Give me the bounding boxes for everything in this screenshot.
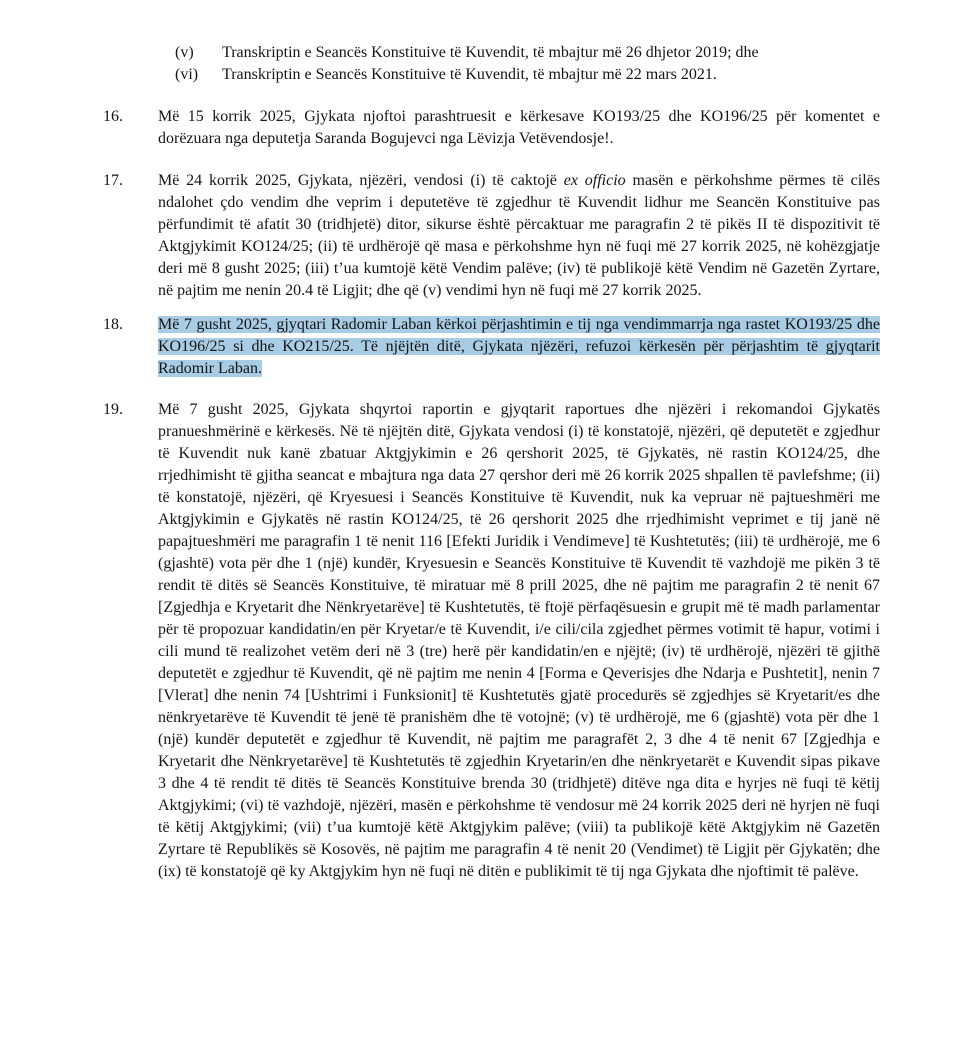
paragraph-number: 19. (103, 401, 123, 418)
paragraph-number: 18. (103, 316, 123, 333)
paragraph-text (158, 314, 880, 380)
paragraph-number: 17. (103, 172, 123, 189)
paragraph-text: Më 15 korrik 2025, Gjykata njoftoi parashtruesit e kërkesave KO193/25 dhe KO196/25 për komentet e dorëzuara nga deputetja Saranda Bogujevci nga Lëvizja Vetëvendosje!. (158, 108, 880, 147)
italic-latin-phrase: ex officio (563, 172, 626, 189)
transcript-sublist (175, 42, 885, 86)
paragraph-19 (103, 399, 980, 883)
paragraph-16 (103, 106, 980, 150)
paragraph-text: Më 7 gusht 2025, Gjykata shqyrtoi raportin e gjyqtarit raportues dhe njëzëri i rekomandoi Gjykatës pranueshmërinë e kërkesës. Në të njëjtën ditë, Gjykata vendosi (i) të konstatojë, njëzëri, që deputetët e zgjedhur të Kuvendit nuk kanë zbatuar Aktgjykimin e 26 qershorit 2025, të Gjykatës, në rastin KO124/25, dhe rrjedhimisht të gjitha seancat e mbajtura nga data 27 qershor deri më 26 korrik 2025 shpallen të pavlefshme; (ii) të konstatojë, njëzëri, që Kryesuesi i Seancës Konstituive të Kuvendit, nuk ka vepruar në pajtueshmëri me Aktgjykimin e Gjykatës në rastin KO124/25, të 26 qershorit 2025 dhe rrjedhimisht veprimet e tij janë në papajtueshmëri me paragrafin 1 të nenit 116 [Efekti Juridik i Vendimeve] të Kushtetutës; (iii) të urdhërojë, me 6 (gjashtë) vota për dhe 1 (një) kundër, Kryesuesin e Seancës Konstituive të Kuvendit të vazhdojë me pikën 3 të rendit të ditës së Seancës Konstituive, të miratuar më 8 prill 2025, dhe në pajtim me paragrafin 2 të nenit 67 [Zgjedhja e Kryetarit dhe Nënkryetarëve] të Kushtetutës, të ftojë përfaqësuesin e grupit më të madh parlamentar për të propozuar kandidatin/en për Kryetar/e të Kuvendit, i/e cili/cila zgjedhet përmes votimit të hapur, votimi i cili mund të realizohet vetëm deri në 3 (tre) herë për kandidatin/en e njëjtë; (iv) të urdhërojë, njëzëri të gjithë deputetët e zgjedhur të Kuvendit, që në pajtim me nenin 4 [Forma e Qeverisjes dhe Ndarja e Pushtetit], nenin 7 [Vlerat] dhe nenin 74 [Ushtrimi i Funksionit] të Kushtetutës gjatë procedurës së zgjedhjes së Kryetarit/es dhe nënkryetarëve të Kuvendit të jenë të pranishëm dhe të votojnë; (v) të urdhërojë, me 6 (gjashtë) vota për dhe 1 (një) kundër deputetët e zgjedhur të Kuvendit, në pajtim me paragrafët 2, 3 dhe 4 të nenit 67 [Zgjedhja e Kryetarit dhe Nënkryetarëve] të Kushtetutës të zgjedhin Kryetarin/en dhe nënkryetarët e Kuvendit sipas pikave 3 dhe 4 të rendit të ditës të Seancës Konstituive brenda 30 (tridhjetë) ditëve nga dita e hyrjes në fuqi të këtij Aktgjykimi; (vi) të vazhdojë, njëzëri, masën e përkohshme të vendosur më 24 korrik 2025 deri në hyrjen në fuqi të këtij Aktgjykimi; (vii) t’ua kumtojë këtë Aktgjykim palëve; (viii) ta publikojë këtë Aktgjykim në Gazetën Zyrtare të Republikës së Kosovës, në pajtim me paragrafin 4 të nenit 20 (Vendimet) të Ligjit për Gjykatën; dhe (ix) të konstatojë që ky Aktgjykim hyn në fuqi në ditën e publikimit të tij nga Gjykata dhe njoftimit të palëve. (158, 401, 880, 880)
list-item-marker: (vi) (175, 66, 199, 83)
list-item-text: Transkriptin e Seancës Konstituive të Kuvendit, të mbajtur më 26 dhjetor 2019; dhe (222, 44, 759, 61)
list-item-marker: (v) (175, 44, 194, 61)
highlighted-text-selection: Më 7 gusht 2025, gjyqtari Radomir Laban kërkoi përjashtimin e tij nga vendimmarrja nga rastet KO193/25 dhe KO196/25 si dhe KO215/25. Të njëjtën ditë, Gjykata njëzëri, refuzoi kërkesën për përjashtim të gjyqtarit Radomir Laban. (158, 316, 880, 377)
list-item-text: Transkriptin e Seancës Konstituive të Kuvendit, të mbajtur më 22 mars 2021. (222, 66, 717, 83)
paragraph-text-segment: Më 24 korrik 2025, Gjykata, njëzëri, vendosi (i) të caktojë (158, 172, 564, 189)
list-item-vi (175, 64, 885, 86)
paragraph-number: 16. (103, 108, 123, 125)
paragraph-17 (103, 170, 980, 302)
paragraph-text-segment: masën e përkohshme përmes të cilës ndalohet çdo vendim dhe veprim i deputetëve të zgjedhur të Kuvendit lidhur me Seancën Konstituive pas përfundimit të afatit 30 (tridhjetë) ditor, sikurse është përcaktuar me paragrafin 2 të pikës II të dispozitivit të Aktgjykimit KO124/25; (ii) të urdhërojë që masa e përkohshme hyn në fuqi më 27 korrik 2025, në kohëzgjatje deri më 8 gusht 2025; (iii) t’ua kumtojë këtë Vendim palëve; (iv) të publikojë këtë Vendim në Gazetën Zyrtare, në pajtim me nenin 20.4 të Ligjit; dhe që (v) vendimi hyn në fuqi më 27 korrik 2025. (158, 172, 881, 299)
paragraph-text (158, 170, 880, 302)
paragraph-18 (103, 314, 980, 380)
list-item-v (175, 42, 885, 64)
